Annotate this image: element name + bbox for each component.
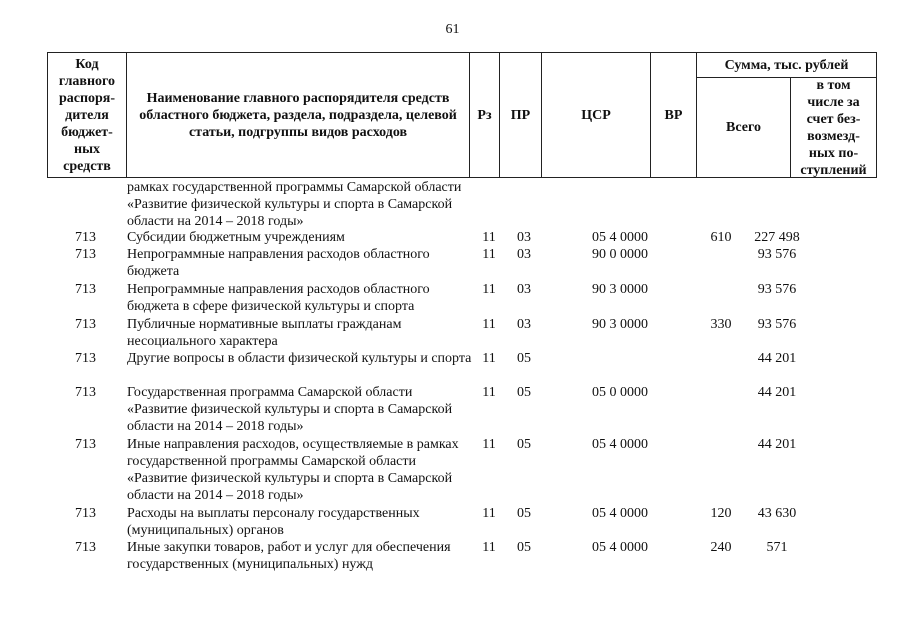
cell-pr: 05 — [517, 351, 531, 366]
cell-rz: 11 — [482, 437, 496, 452]
cell-code: 713 — [75, 317, 96, 332]
cell-name: Другие вопросы в области физической культуры и спорта — [127, 351, 472, 366]
cell-total: 93 576 — [757, 282, 797, 297]
cell-pr: 05 — [517, 540, 531, 555]
header-csr: ЦСР — [541, 52, 651, 178]
cell-total: 571 — [766, 540, 788, 555]
cell-code: 713 — [75, 247, 96, 262]
cell-name: Расходы на выплаты персоналу государственных (муниципальных) органов — [127, 506, 420, 538]
page-number: 61 — [445, 22, 460, 37]
cell-rz: 11 — [482, 317, 496, 332]
header-rz: Рз — [469, 52, 500, 178]
cell-rz: 11 — [482, 385, 496, 400]
cell-csr: 05 4 0000 — [592, 437, 648, 452]
cell-csr: 05 0 0000 — [592, 385, 648, 400]
cell-csr: 05 4 0000 — [592, 540, 648, 555]
cell-pr: 05 — [517, 506, 531, 521]
header-total: Всего — [696, 77, 791, 178]
cell-vr: 240 — [710, 540, 732, 555]
cell-name: Иные направления расходов, осуществляемые в рамках государственной программы Самарской области «Развитие физической культуры и спорта в Самарской области на 2014 – 2018 годы» — [127, 437, 459, 503]
cell-code: 713 — [75, 351, 96, 366]
cell-name: Непрограммные направления расходов областного бюджета — [127, 247, 430, 279]
cell-pr: 03 — [517, 317, 531, 332]
cell-rz: 11 — [482, 247, 496, 262]
cell-name: Субсидии бюджетным учреждениям — [127, 230, 345, 245]
header-pr: ПР — [499, 52, 542, 178]
header-sum: Сумма, тыс. рублей — [696, 52, 877, 78]
cell-total: 43 630 — [757, 506, 797, 521]
cell-rz: 11 — [482, 282, 496, 297]
header-name: Наименование главного распорядителя средств областного бюджета, раздела, подраздела, целевой статьи, подгруппы видов расходов — [126, 52, 470, 178]
cell-name: Публичные нормативные выплаты гражданам несоциального характера — [127, 317, 402, 349]
cell-name: Иные закупки товаров, работ и услуг для обеспечения государственных (муниципальных) нужд — [127, 540, 451, 572]
cell-rz: 11 — [482, 540, 496, 555]
cell-total: 227 498 — [754, 230, 800, 245]
cell-csr: 90 0 0000 — [592, 247, 648, 262]
cell-rz: 11 — [482, 230, 496, 245]
cell-csr: 90 3 0000 — [592, 282, 648, 297]
cell-total: 44 201 — [757, 385, 797, 400]
cell-name: Государственная программа Самарской области «Развитие физической культуры и спорта в Самарской области на 2014 – 2018 годы» — [127, 385, 453, 434]
cell-csr: 90 3 0000 — [592, 317, 648, 332]
cell-code: 713 — [75, 230, 96, 245]
cell-name: Непрограммные направления расходов областного бюджета в сфере физической культуры и спорта — [127, 282, 430, 314]
cell-pr: 05 — [517, 437, 531, 452]
cell-vr: 330 — [710, 317, 732, 332]
cell-csr: 05 4 0000 — [592, 506, 648, 521]
cell-pr: 03 — [517, 230, 531, 245]
cell-name: рамках государственной программы Самарской области «Развитие физической культуры и спорта в Самарской области на 2014 – 2018 годы» — [127, 180, 462, 229]
cell-code: 713 — [75, 540, 96, 555]
cell-code: 713 — [75, 506, 96, 521]
cell-pr: 05 — [517, 385, 531, 400]
cell-total: 93 576 — [757, 247, 797, 262]
cell-total: 44 201 — [757, 437, 797, 452]
cell-rz: 11 — [482, 351, 496, 366]
cell-total: 44 201 — [757, 351, 797, 366]
cell-code: 713 — [75, 385, 96, 400]
cell-code: 713 — [75, 282, 96, 297]
cell-vr: 610 — [710, 230, 732, 245]
header-free: в том числе за счет без-возмезд-ных по-ступлений — [790, 77, 877, 178]
header-code: Код главного распоря-дителя бюджет-ных средств — [47, 52, 127, 178]
cell-rz: 11 — [482, 506, 496, 521]
cell-pr: 03 — [517, 247, 531, 262]
cell-total: 93 576 — [757, 317, 797, 332]
cell-csr: 05 4 0000 — [592, 230, 648, 245]
header-vr: ВР — [650, 52, 697, 178]
cell-vr: 120 — [710, 506, 732, 521]
cell-pr: 03 — [517, 282, 531, 297]
cell-code: 713 — [75, 437, 96, 452]
